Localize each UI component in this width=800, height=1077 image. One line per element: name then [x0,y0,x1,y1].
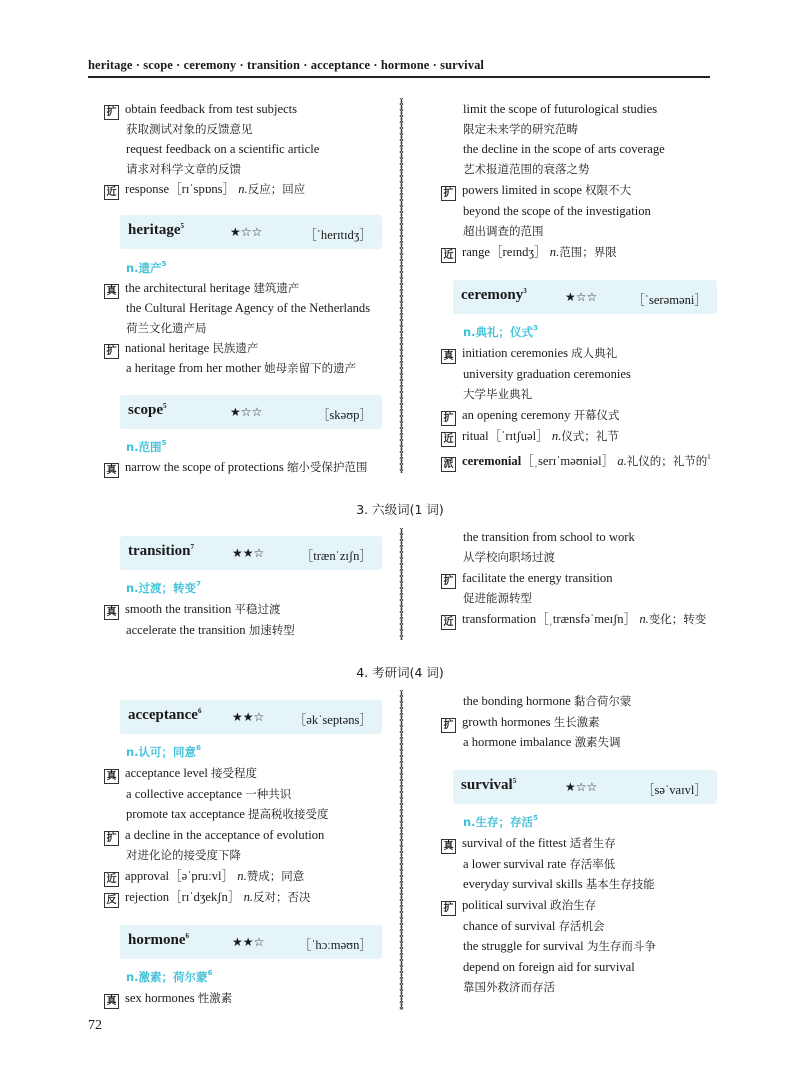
tag-kuo: 扩 [441,718,456,733]
tag-jin: 近 [104,872,119,887]
column-divider [397,98,407,473]
synonym: 近 range［reɪndʒ］ n.范围；界限 [441,244,617,262]
list-item: university graduation ceremonies [463,367,631,381]
tag-kuo: 扩 [104,831,119,846]
translation: 大学毕业典礼 [463,387,532,401]
headword: survival$^5$ [461,777,517,793]
part-of-speech: n.过渡；转变$^7$ [126,580,201,595]
headword-box-acceptance [120,700,382,734]
star-rating: ★☆☆ [565,290,598,304]
list-item: 真 initiation ceremonies 成人典礼 [441,345,617,363]
section-title: 4. 考研词(4 词) [356,665,444,680]
star-rating: ★☆☆ [230,405,263,419]
translation: 艺术报道范围的衰落之势 [463,162,590,176]
headword: acceptance$^6$ [128,707,202,723]
tag-kuo: 扩 [441,901,456,916]
list-item: a hormone imbalance 激素失调 [463,735,621,749]
translation: 促进能源转型 [463,591,532,605]
star-rating: ★★☆ [232,710,265,724]
list-item: 扩 facilitate the energy transition [441,570,613,588]
list-item: 扩 political survival 政治生存 [441,897,596,915]
list-item: 扩 national heritage 民族遗产 [104,340,258,358]
tag-jin: 近 [104,185,119,200]
headword: scope$^5$ [128,402,167,418]
part-of-speech: n.激素；荷尔蒙$^6$ [126,969,213,984]
wavy-divider-icon [397,98,407,473]
synonym: 近 approval［əˈpruːvl］ n.赞成；同意 [104,868,304,886]
translation: 超出调查的范围 [463,224,544,238]
tag-zhen: 真 [104,463,119,478]
pronunciation: ［səˈvaɪvl］ [641,783,707,797]
star-rating: ★★☆ [232,935,265,949]
list-item: 扩 growth hormones 生长激素 [441,714,600,732]
tag-zhen: 真 [104,605,119,620]
antonym: 反 rejection［rɪˈdʒekʃn］ n.反对；否决 [104,889,311,907]
translation: 请求对科学文章的反馈 [126,162,241,176]
list-item: limit the scope of futurological studies [463,102,658,116]
part-of-speech: n.典礼；仪式$^3$ [463,324,538,339]
headword: heritage$^5$ [128,222,184,238]
list-item: a collective acceptance 一种共识 [126,787,292,801]
tag-zhen: 真 [104,994,119,1009]
part-of-speech: n.范围$^5$ [126,439,167,454]
list-item: a heritage from her mother 她母亲留下的遗产 [126,361,357,375]
pronunciation: ［əkˈseptəns］ [293,713,372,727]
list-item: 真 survival of the fittest 适者生存 [441,835,616,853]
tag-zhen: 真 [104,769,119,784]
headword-box-heritage [120,215,382,249]
tag-kuo: 扩 [441,574,456,589]
tag-jin: 近 [441,432,456,447]
headword: ceremony$^3$ [461,287,527,303]
list-item: a lower survival rate 存活率低 [463,857,616,871]
pronunciation: ［skəʊp］ [316,408,372,422]
tag-jin: 近 [441,615,456,630]
column-divider [397,690,407,1010]
tag-kuo: 扩 [441,411,456,426]
list-item: request feedback on a scientific article [126,142,320,156]
list-item: beyond the scope of the investigation [463,204,651,218]
tag-kuo: 扩 [441,186,456,201]
header-rule [88,76,710,78]
list-item: 扩 an opening ceremony 开幕仪式 [441,407,620,425]
list-item: 扩 obtain feedback from test subjects [104,101,297,119]
list-item: the transition from school to work [463,530,635,544]
headword-box-survival [453,770,717,804]
column-divider [397,528,407,640]
tag-kuo: 扩 [104,344,119,359]
part-of-speech: n.生存；存活$^5$ [463,814,538,829]
translation: 获取测试对象的反馈意见 [126,122,253,136]
star-rating: ★★☆ [232,546,265,560]
list-item: depend on foreign aid for survival [463,960,635,974]
list-item: 扩 a decline in the acceptance of evolution [104,827,324,845]
pronunciation: ［ˈhɔːməʊn］ [298,938,372,952]
list-item: 真 the architectural heritage 建筑遗产 [104,280,299,298]
tag-pai: 派 [441,457,456,472]
synonym: 近 ritual［ˈrɪtʃuəl］ n.仪式；礼节 [441,428,619,446]
star-rating: ★☆☆ [565,780,598,794]
wavy-divider-icon [397,528,407,640]
tag-kuo: 扩 [104,105,119,120]
list-item: the struggle for survival 为生存而斗争 [463,939,656,953]
headword: hormone$^6$ [128,932,189,948]
headword: transition$^7$ [128,543,195,559]
list-item: the decline in the scope of arts coverage [463,142,665,156]
list-item: chance of survival 存活机会 [463,919,605,933]
list-item: 真 narrow the scope of protections 缩小受保护范围 [104,459,367,477]
translation: 从学校向职场过渡 [463,550,555,564]
synonym: 近 response［rɪˈspɒns］ n.反应；回应 [104,181,305,199]
translation: 对进化论的接受度下降 [126,848,241,862]
pronunciation: ［trænˈzɪʃn］ [300,549,372,563]
list-item: 真 acceptance level 接受程度 [104,765,257,783]
wavy-divider-icon [397,690,407,1010]
list-item: the bonding hormone 黏合荷尔蒙 [463,694,632,708]
translation: 靠国外救济而存活 [463,980,555,994]
translation: 荷兰文化遗产局 [126,321,207,335]
tag-zhen: 真 [441,349,456,364]
section-title: 3. 六级词(1 词) [356,502,444,517]
pronunciation: ［ˈherɪtɪdʒ］ [304,228,372,242]
star-rating: ★☆☆ [230,225,263,239]
running-header: heritage · scope · ceremony · transition · acceptance · hormone · survival [88,58,485,72]
pronunciation: ［ˈserəməni］ [632,293,707,307]
list-item: 真 sex hormones 性激素 [104,990,232,1008]
tag-fan: 反 [104,893,119,908]
list-item: 扩 powers limited in scope 权限不大 [441,182,631,200]
part-of-speech: n.遗产$^5$ [126,260,167,275]
page-number: 72 [88,1018,102,1033]
tag-zhen: 真 [104,284,119,299]
headword-box-hormone [120,925,382,959]
headword-box-scope [120,395,382,429]
derivative: 派 ceremonial［ˌserɪˈməʊniəl］ a.礼仪的；礼节的$^1$ [441,449,711,467]
list-item: promote tax acceptance 提高税收接受度 [126,807,329,821]
list-item: 真 smooth the transition 平稳过渡 [104,601,281,619]
tag-zhen: 真 [441,839,456,854]
list-item: everyday survival skills 基本生存技能 [463,877,655,891]
synonym: 近 transformation［ˌtrænsfəˈmeɪʃn］ n.变化；转变 [441,611,706,629]
translation: 限定未来学的研究范畴 [463,122,578,136]
tag-jin: 近 [441,248,456,263]
list-item: accelerate the transition 加速转型 [126,623,295,637]
headword-box-ceremony [453,280,717,314]
list-item: the Cultural Heritage Agency of the Netherlands [126,301,371,315]
headword-box-transition [120,536,382,570]
part-of-speech: n.认可；同意$^6$ [126,744,201,759]
